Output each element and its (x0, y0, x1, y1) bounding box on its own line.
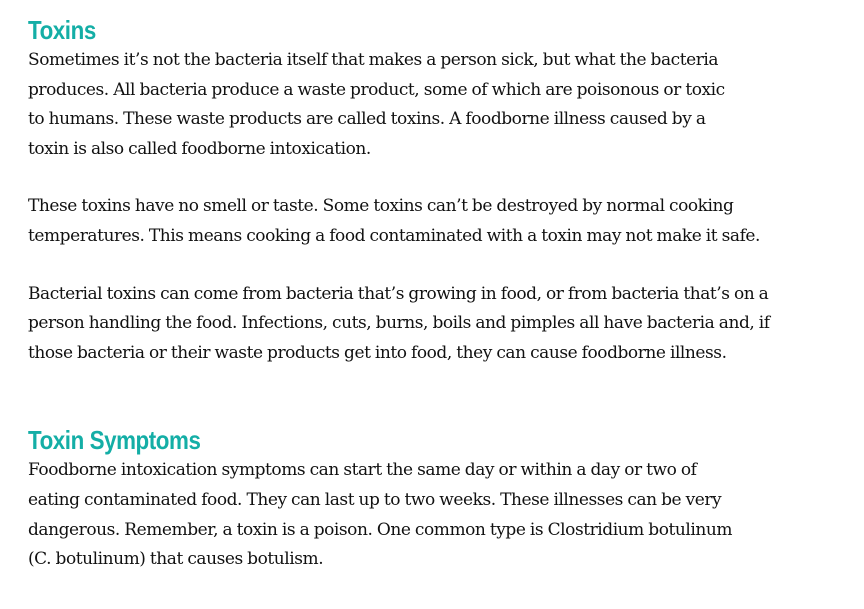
section-heading: Toxin Symptoms (28, 425, 201, 456)
text-line: person handling the food. Infections, cuts, burns, boils and pimples all have bacteria and, if (28, 313, 770, 334)
section-toxin-symptoms (28, 424, 854, 574)
text-line: toxin is also called foodborne intoxication. (28, 138, 371, 159)
paragraph (28, 192, 854, 251)
text-line: those bacteria or their waste products get into food, they can cause foodborne illness. (28, 342, 727, 363)
paragraph (28, 456, 854, 574)
paragraph (28, 46, 854, 164)
text-line: produces. All bacteria produce a waste product, some of which are poisonous or toxic (28, 79, 725, 100)
text-line: temperatures. This means cooking a food contaminated with a toxin may not make it safe. (28, 225, 760, 246)
section-toxins (28, 14, 854, 368)
text-line: Bacterial toxins can come from bacteria that’s growing in food, or from bacteria that’s on a (28, 283, 769, 304)
text-line: to humans. These waste products are called toxins. A foodborne illness caused by a (28, 109, 706, 130)
text-line: These toxins have no smell or taste. Some toxins can’t be destroyed by normal cooking (28, 196, 734, 217)
paragraph (28, 280, 854, 369)
text-line: Foodborne intoxication symptoms can start the same day or within a day or two of (28, 460, 697, 481)
text-line: dangerous. Remember, a toxin is a poison. One common type is Clostridium botulinum (28, 519, 733, 540)
text-line: Sometimes it’s not the bacteria itself that makes a person sick, but what the bacteria (28, 50, 719, 70)
section-heading: Toxins (28, 15, 96, 45)
text-line: eating contaminated food. They can last up to two weeks. These illnesses can be very (28, 489, 722, 510)
text-line: (C. botulinum) that causes botulism. (28, 549, 324, 570)
